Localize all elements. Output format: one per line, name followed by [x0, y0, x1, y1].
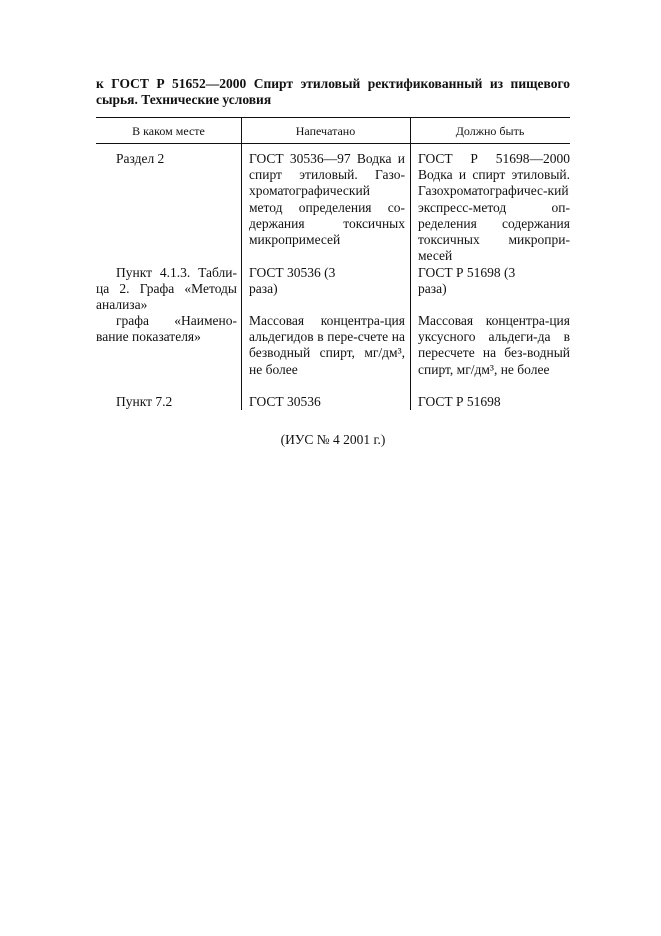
header-place: В каком месте [132, 124, 205, 138]
table-top-rule [96, 117, 570, 118]
row3-should-be: Массовая концентра-ция уксусного альдеги-да в пересчете на без-водный спирт, мг/дм³, не более [418, 313, 570, 377]
row2-place: Пункт 4.1.3. Табли-ца 2. Графа «Методы анализа» [96, 265, 237, 313]
row4-printed: ГОСТ 30536 [249, 394, 321, 409]
row2-should-be: ГОСТ Р 51698 (3 раза) [418, 265, 516, 297]
row4-place: Пункт 7.2 [116, 394, 173, 409]
column-divider-1 [241, 117, 242, 410]
row1-printed: ГОСТ 30536—97 Водка и спирт этиловый. Газо-хроматографический метод определения со-держания токсичных микропримесей [249, 151, 405, 248]
header-should-be: Должно быть [455, 124, 525, 138]
row2-printed: ГОСТ 30536 (3 раза) [249, 265, 336, 297]
source-note: (ИУС № 4 2001 г.) [280, 432, 386, 447]
header-printed: Напечатано [295, 124, 356, 138]
row1-place: Раздел 2 [116, 151, 165, 166]
table-header-rule [96, 143, 570, 144]
row1-should-be: ГОСТ Р 51698—2000 Водка и спирт этиловый. Газохроматографичес-кий экспресс-метод оп-ределения содержания токсичных микропри-месей [418, 151, 570, 264]
row3-printed: Массовая концентра-ция альдегидов в пере-счете на безводный спирт, мг/дм³, не более [249, 313, 405, 377]
amendment-title: к ГОСТ Р 51652—2000 Спирт этиловый ректификованный из пищевого сырья. Технические условия [96, 76, 570, 107]
column-divider-2 [410, 117, 411, 410]
row3-place: графа «Наимено-вание показателя» [96, 313, 237, 345]
row4-should-be: ГОСТ Р 51698 [418, 394, 501, 409]
